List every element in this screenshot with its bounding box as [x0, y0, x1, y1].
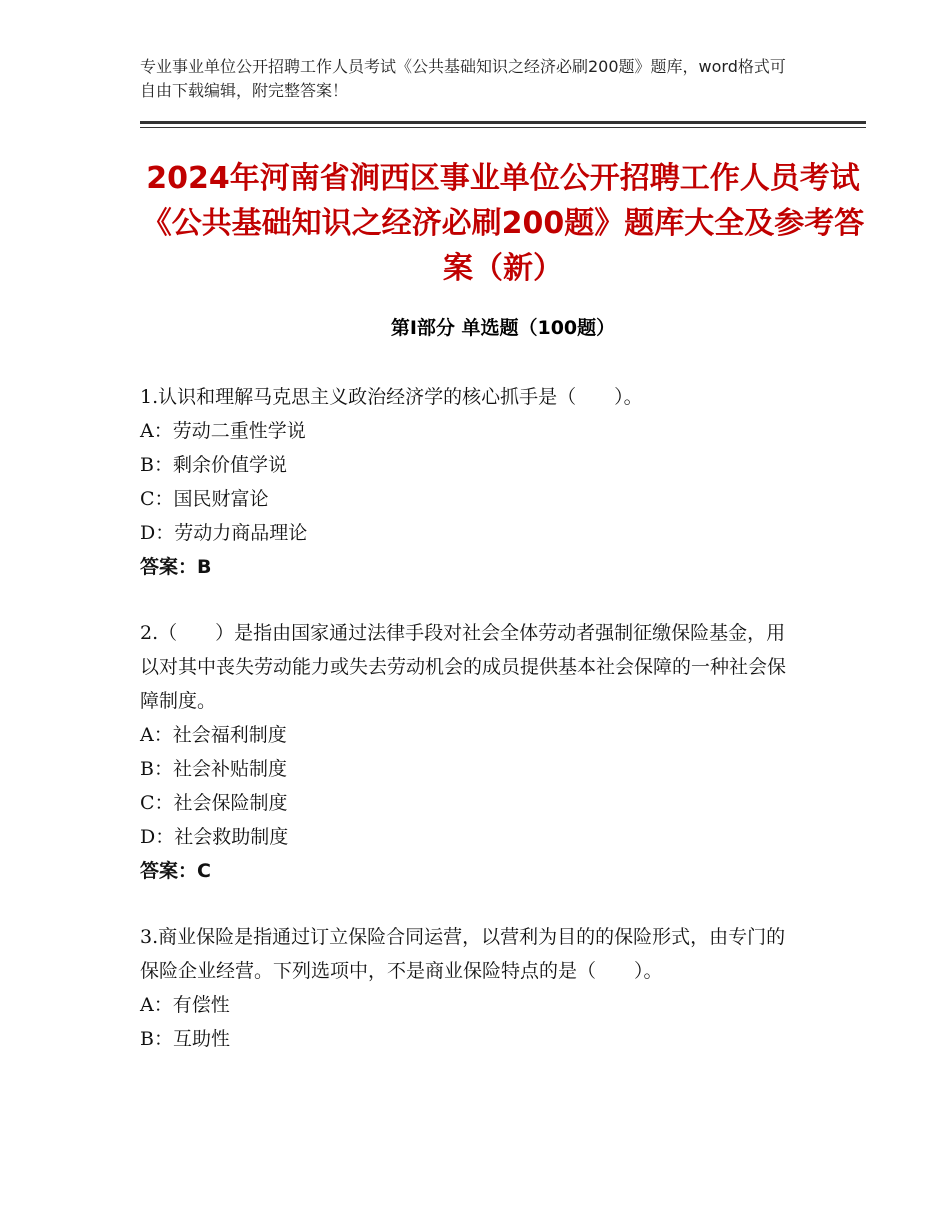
- answer-text: 答案：B: [140, 556, 212, 578]
- question-1: [140, 380, 800, 584]
- question-2: [140, 616, 800, 888]
- option-a: A：劳动二重性学说: [140, 420, 306, 442]
- header-note: 专业事业单位公开招聘工作人员考试《公共基础知识之经济必刷200题》题库，word格式可自由下载编辑，附完整答案！: [140, 57, 786, 100]
- question-stem: 3.商业保险是指通过订立保险合同运营，以营利为目的的保险形式，由专门的保险企业经营。下列选项中，不是商业保险特点的是（ ）。: [140, 926, 786, 982]
- option-b: B：社会补贴制度: [140, 758, 287, 780]
- option-b: B：剩余价值学说: [140, 454, 287, 476]
- answer-text: 答案：C: [140, 860, 211, 882]
- option-d: D：劳动力商品理论: [140, 522, 308, 544]
- question-3: [140, 920, 800, 1056]
- question-stem: 1.认识和理解马克思主义政治经济学的核心抓手是（ ）。: [140, 386, 643, 408]
- option-a: A：社会福利制度: [140, 724, 287, 746]
- question-list: [140, 380, 800, 1088]
- option-b: B：互助性: [140, 1028, 230, 1050]
- option-c: C：社会保险制度: [140, 792, 288, 814]
- option-c: C：国民财富论: [140, 488, 269, 510]
- option-d: D：社会救助制度: [140, 826, 289, 848]
- header-rule-thick: [140, 121, 866, 124]
- question-stem: 2.（ ）是指由国家通过法律手段对社会全体劳动者强制征缴保险基金，用以对其中丧失劳动能力或失去劳动机会的成员提供基本社会保障的一种社会保障制度。: [140, 622, 787, 712]
- header-rule-thin: [140, 127, 866, 128]
- option-a: A：有偿性: [140, 994, 230, 1016]
- document-title: 2024年河南省涧西区事业单位公开招聘工作人员考试《公共基础知识之经济必刷200题》题库大全及参考答案（新）: [141, 161, 865, 286]
- section-heading: 第Ⅰ部分 单选题（100题）: [390, 317, 616, 339]
